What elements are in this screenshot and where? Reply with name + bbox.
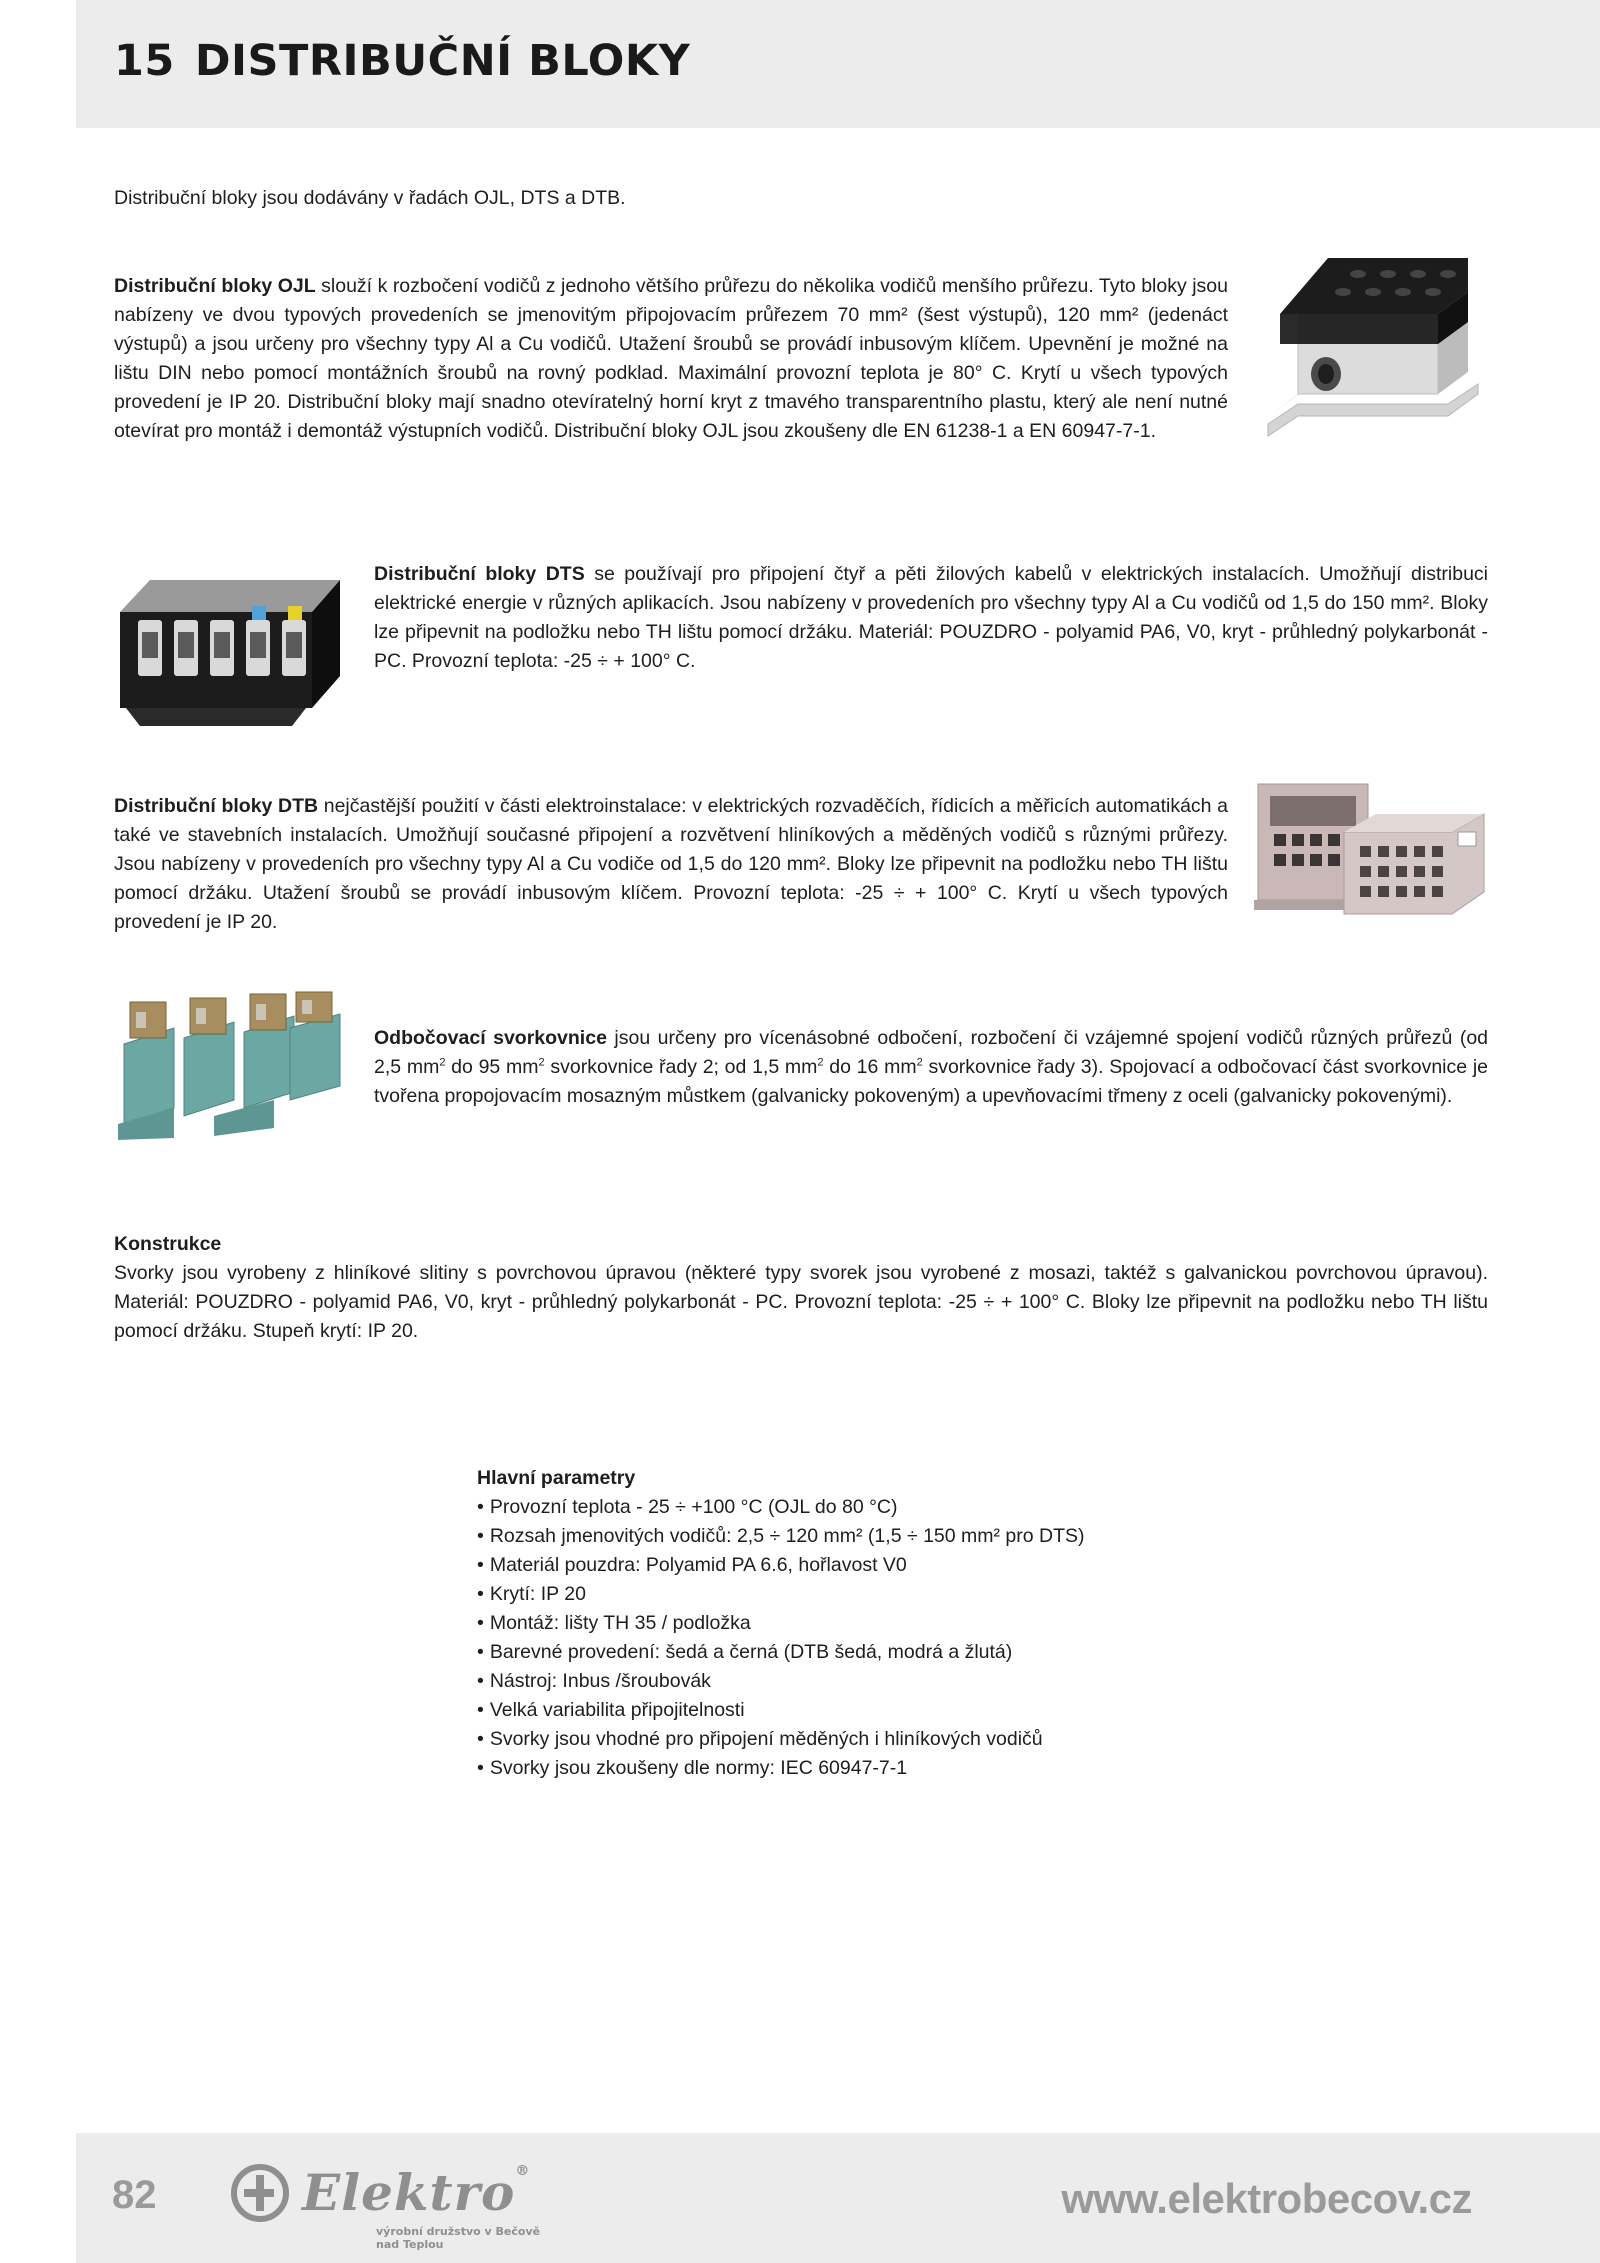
main-parameters <box>477 1464 1277 1783</box>
branch-terminal-image <box>114 988 346 1142</box>
construction-text: Svorky jsou vyrobeny z hliníkové slitiny s povrchovou úpravou (některé typy svorek jsou vyrobené z mosazi, taktéž s galvanickou povrchovou úpravou). Materiál: POUZDRO - polyamid PA6, V0, kryt - průhledný polykarbonát - PC. Provozní teplota: -25 ÷ + 100° C. Bloky lze připevnit na podložku nebo TH lištu pomocí držáku. Stupeň krytí: IP 20. <box>114 1262 1488 1342</box>
list-item-text: Provozní teplota - 25 ÷ +100 °C (OJL do 80 °C) <box>489 1496 898 1518</box>
list-item-text: Materiál pouzdra: Polyamid PA 6.6, hořlavost V0 <box>489 1554 907 1576</box>
dts-heading: Distribuční bloky DTS <box>374 563 585 585</box>
list-item-text: Krytí: IP 20 <box>489 1583 586 1605</box>
branch-terminal-text-2: do 95 mm <box>445 1056 539 1078</box>
list-item-text: Svorky jsou zkoušeny dle normy: IEC 60947-7-1 <box>489 1757 908 1779</box>
page-title <box>114 36 690 86</box>
dts-block-image <box>116 560 342 730</box>
header-band <box>76 0 1600 128</box>
parameters-heading: Hlavní parametry <box>477 1467 636 1489</box>
branch-terminal-heading: Odbočovací svorkovnice <box>374 1027 607 1049</box>
registered-mark: ® <box>515 2163 531 2179</box>
bullet: • <box>477 1757 484 1779</box>
logo-tagline: výrobní družstvo v Bečově nad Teplou <box>376 2225 541 2251</box>
website-url: www.elektrobecov.cz <box>1061 2175 1472 2222</box>
list-item <box>477 1754 1277 1783</box>
list-item-text: Nástroj: Inbus /šroubovák <box>489 1670 711 1692</box>
dtb-heading: Distribuční bloky DTB <box>114 795 319 817</box>
elektro-logo <box>226 2155 546 2251</box>
eb-emblem-icon <box>226 2159 296 2229</box>
ojl-block-image <box>1258 244 1484 444</box>
list-item-text: Velká variabilita připojitelnosti <box>489 1699 745 1721</box>
dtb-text: nejčastější použití v části elektroinstalace: v elektrických rozvaděčích, řídicích a měřicích automatikách a také ve stavebních instalacích. Umožňují současné připojení a rozvětvení hliníkových a měděných vodičů s různými průřezy. Jsou nabízeny v provedeních pro všechny typy Al a Cu vodiče od 1,5 do 120 mm². Bloky lze připevnit na podložku nebo TH lištu pomocí držáku. Utažení šroubů se provádí inbusovým klíčem. Provozní teplota: -25 ÷ + 100° C. Krytí u všech typových provedení je IP 20. <box>114 795 1228 933</box>
ojl-paragraph <box>114 272 1228 446</box>
logo-text: Elektro <box>302 2163 516 2222</box>
dtb-block-image <box>1254 774 1490 920</box>
branch-terminal-text-1: jsou určeny pro vícenásobné odbočení, rozbočení či vzájemné spojení vodičů různých průřezů (od 2,5 mm <box>374 1027 1489 1078</box>
superscript: 2 <box>916 1056 923 1069</box>
list-item <box>477 1696 1277 1725</box>
footer-band <box>76 2133 1600 2263</box>
branch-terminal-paragraph <box>374 1024 1488 1111</box>
dtb-paragraph <box>114 792 1228 937</box>
bullet: • <box>477 1612 484 1634</box>
bullet: • <box>477 1583 484 1605</box>
construction-heading: Konstrukce <box>114 1233 222 1255</box>
list-item <box>477 1522 1277 1551</box>
branch-terminal-text-3: svorkovnice řady 2; od 1,5 mm <box>544 1056 818 1078</box>
list-item <box>477 1667 1277 1696</box>
bullet: • <box>477 1670 484 1692</box>
bullet: • <box>477 1641 484 1663</box>
list-item-text: Barevné provedení: šedá a černá (DTB šedá, modrá a žlutá) <box>489 1641 1013 1663</box>
list-item <box>477 1580 1277 1609</box>
page-number: 82 <box>112 2173 157 2217</box>
list-item <box>477 1493 1277 1522</box>
logo-wordmark <box>302 2163 530 2222</box>
branch-terminal-text-5: svorkovnice řady 3). Spojovací a odbočovací část svorkovnice je tvořena propojovacím mosazným můstkem (galvanicky pokoveným) a upevňovacími třmeny z oceli (galvanicky pokovenými). <box>374 1056 1488 1107</box>
list-item-text: Svorky jsou vhodné pro připojení měděných i hliníkových vodičů <box>489 1728 1043 1750</box>
list-item <box>477 1609 1277 1638</box>
bullet: • <box>477 1525 484 1547</box>
chapter-title: DISTRIBUČNÍ BLOKY <box>194 36 691 86</box>
bullet: • <box>477 1728 484 1750</box>
ojl-heading: Distribuční bloky OJL <box>114 275 316 297</box>
list-item-text: Montáž: lišty TH 35 / podložka <box>489 1612 751 1634</box>
bullet: • <box>477 1496 484 1518</box>
dts-text: se používají pro připojení čtyř a pěti žilových kabelů v elektrických instalacích. Umožňují distribuci elektrické energie v různých aplikacích. Jsou nabízeny v provedeních pro všechny typy Al a Cu vodičů od 1,5 do 150 mm². Bloky lze připevnit na podložku nebo TH lištu pomocí držáku. Materiál: POUZDRO - polyamid PA6, V0, kryt - průhledný polykarbonát - PC. Provozní teplota: -25 ÷ + 100° C. <box>374 563 1489 672</box>
superscript: 2 <box>538 1056 545 1069</box>
list-item-text: Rozsah jmenovitých vodičů: 2,5 ÷ 120 mm² (1,5 ÷ 150 mm² pro DTS) <box>489 1525 1085 1547</box>
superscript: 2 <box>439 1056 446 1069</box>
list-item <box>477 1551 1277 1580</box>
list-item <box>477 1725 1277 1754</box>
bullet: • <box>477 1554 484 1576</box>
superscript: 2 <box>817 1056 824 1069</box>
parameters-list <box>477 1493 1277 1783</box>
intro-paragraph: Distribuční bloky jsou dodávány v řadách OJL, DTS a DTB. <box>114 187 626 209</box>
construction-section <box>114 1230 1488 1346</box>
list-item <box>477 1638 1277 1667</box>
ojl-text: slouží k rozbočení vodičů z jednoho většího průřezu do několika vodičů menšího průřezu. Tyto bloky jsou nabízeny ve dvou typových provedeních se jmenovitým připojovacím průřezem 70 mm² (šest výstupů), 120 mm² (jedenáct výstupů) a jsou určeny pro všechny typy Al a Cu vodičů. Utažení šroubů se provádí inbusovým klíčem. Upevnění je možné na lištu DIN nebo pomocí montážních šroubů na rovný podklad. Maximální provozní teplota je 80° C. Krytí u všech typových provedení je IP 20. Distribuční bloky mají snadno otevíratelný horní kryt z tmavého transparentního plastu, který ale není nutné otevírat pro montáž i demontáž výstupních vodičů. Distribuční bloky OJL jsou zkoušeny dle EN 61238-1 a EN 60947-7-1. <box>114 275 1228 442</box>
bullet: • <box>477 1699 484 1721</box>
branch-terminal-text-4: do 16 mm <box>823 1056 917 1078</box>
chapter-number: 15 <box>114 36 175 86</box>
dts-paragraph <box>374 560 1488 676</box>
